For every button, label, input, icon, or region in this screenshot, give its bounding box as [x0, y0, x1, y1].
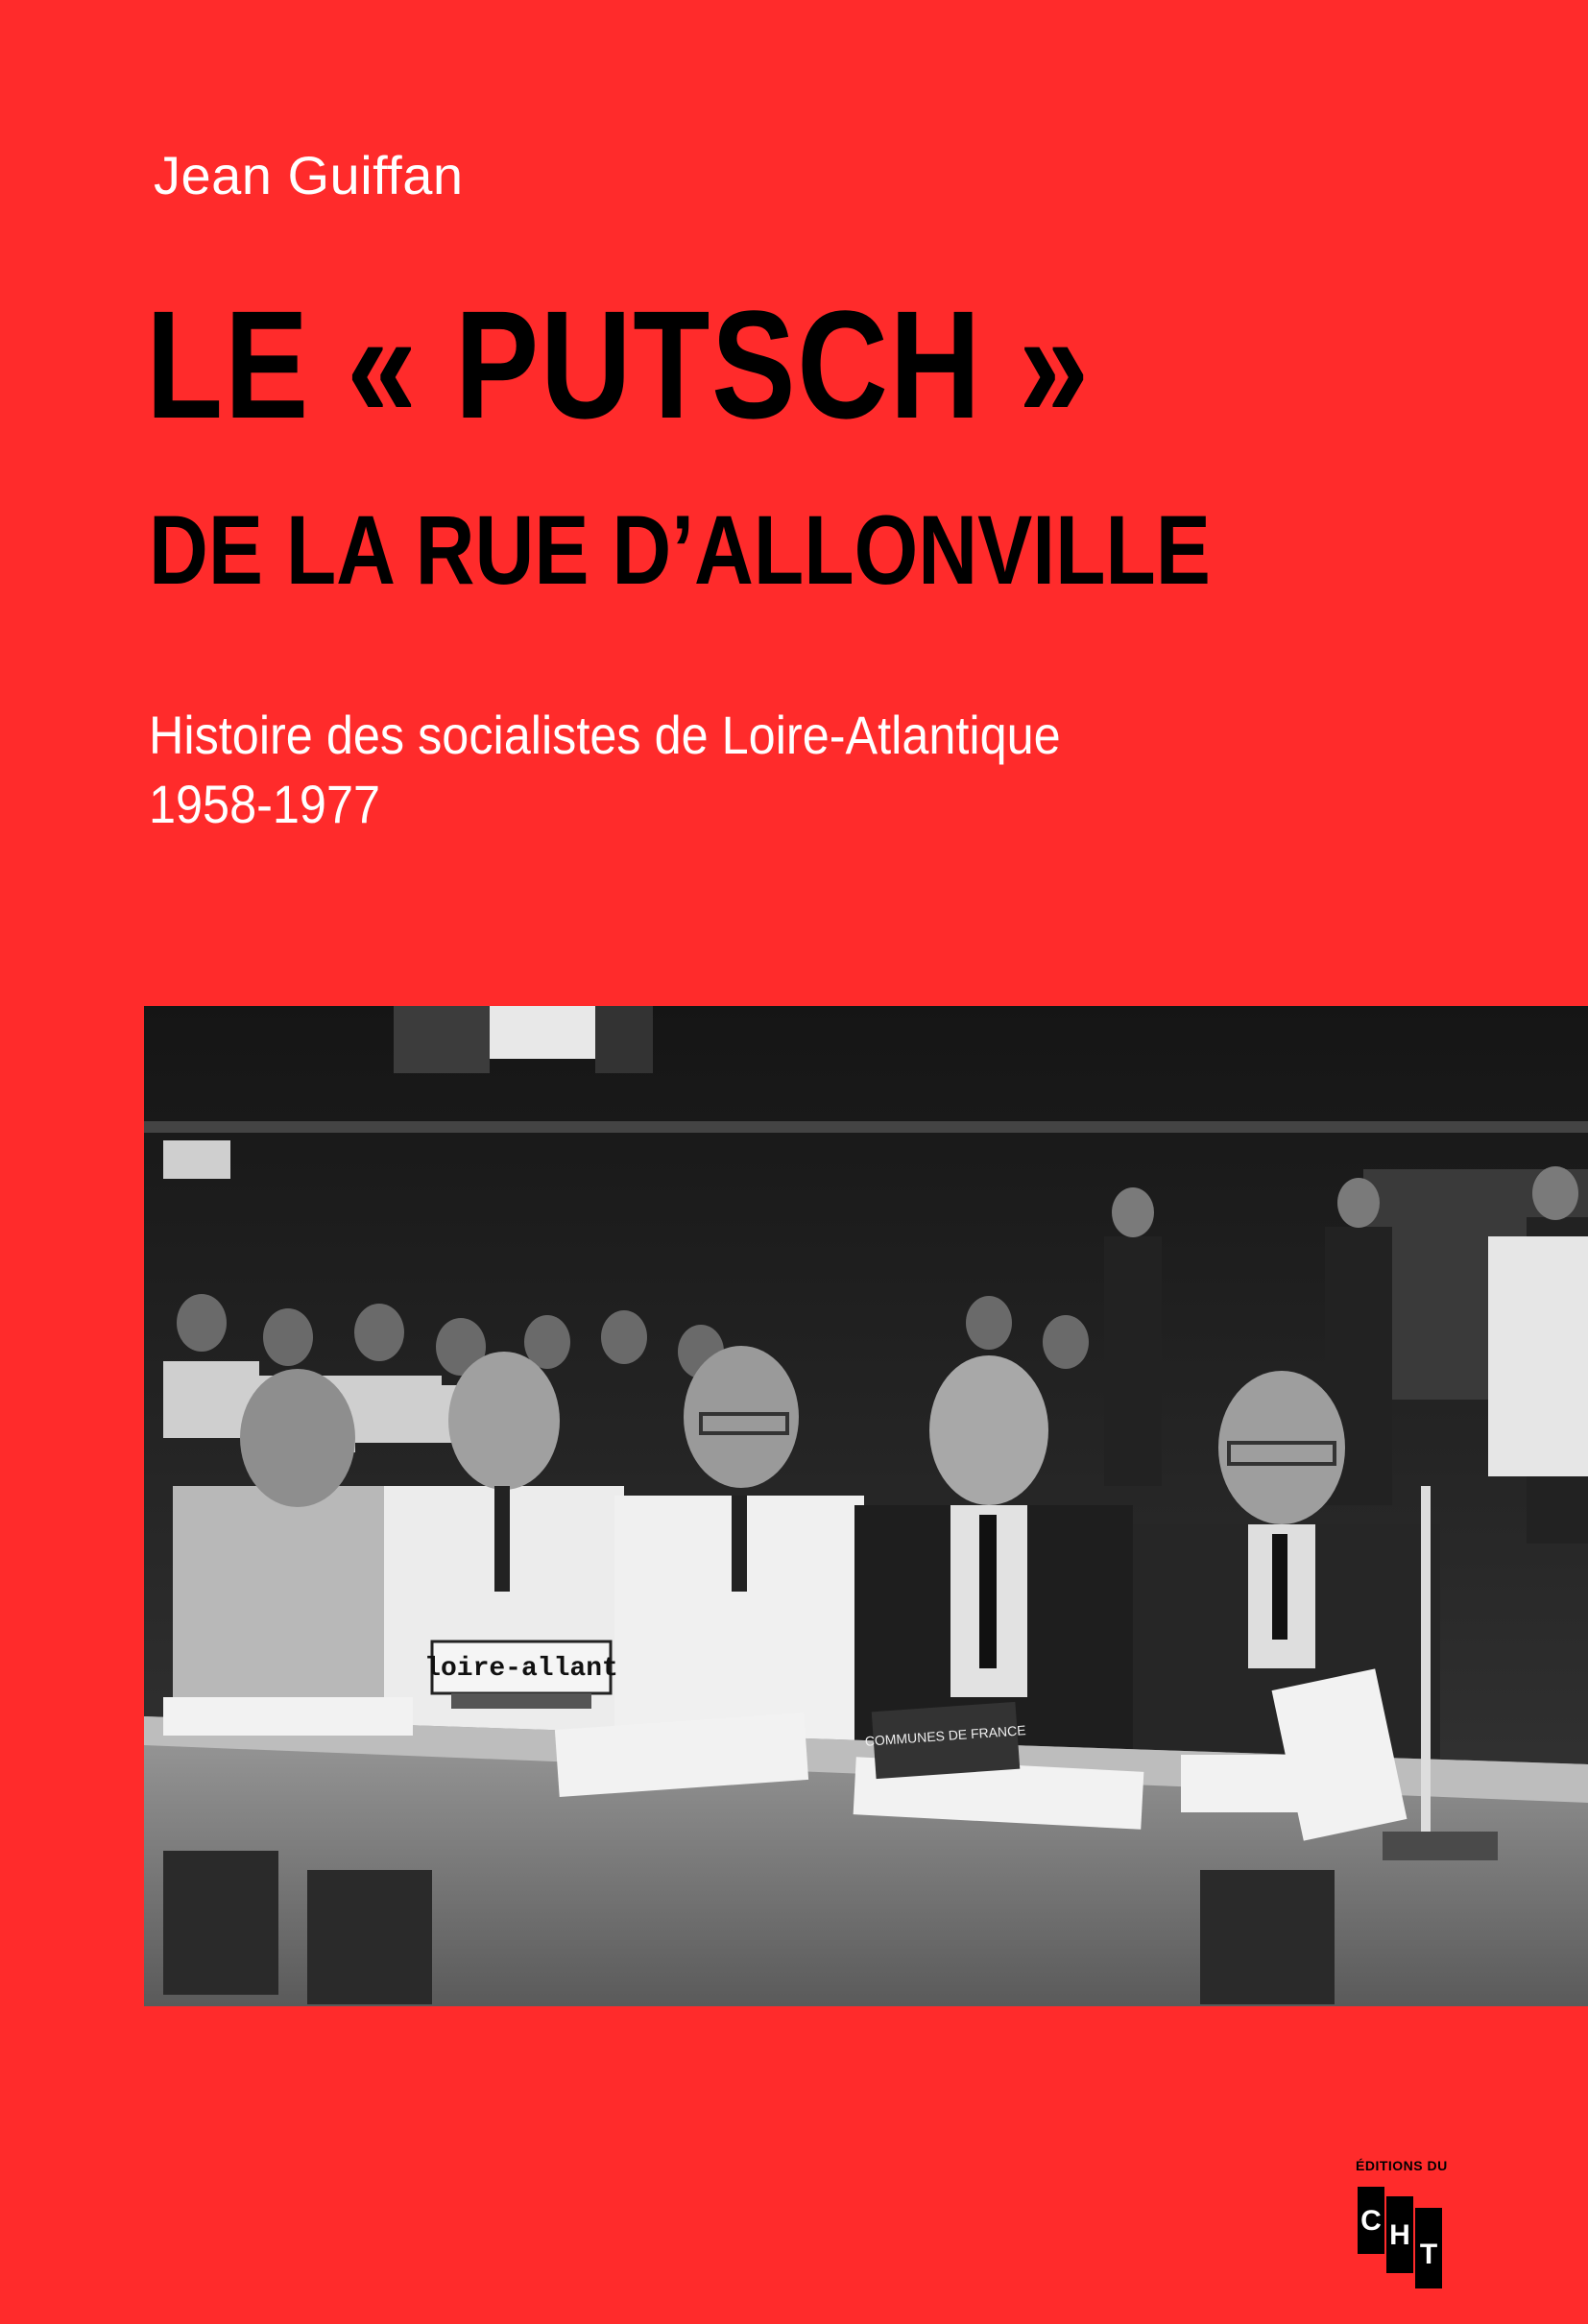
cover-photo: [144, 1006, 1588, 2006]
svg-text:H: H: [1389, 2219, 1410, 2251]
subtitle-years: 1958-1977: [149, 774, 381, 834]
congress-photo-illustration: [144, 1006, 1588, 2006]
svg-text:T: T: [1419, 2239, 1438, 2270]
book-title-line2: DE LA RUE D’ALLONVILLE: [149, 495, 1211, 605]
booklet: [864, 1702, 1026, 1779]
svg-text:C: C: [1360, 2205, 1382, 2237]
booklet-text: COMMUNES DE FRANCE: [864, 1722, 1027, 1749]
publisher-label: ÉDITIONS DU: [1356, 2158, 1448, 2173]
subtitle-line1: Histoire des socialistes de Loire-Atlantique: [149, 705, 1061, 765]
table-sign-text: loire-allant: [424, 1654, 618, 1684]
table-sign: [424, 1641, 618, 1709]
author-name: Jean Guiffan: [154, 145, 464, 205]
book-title-line1: LE « PUTSCH »: [146, 278, 1091, 450]
publisher-logo: [1344, 2158, 1459, 2302]
book-subtitle: [149, 701, 1061, 839]
cht-logo-icon: [1354, 2177, 1450, 2292]
